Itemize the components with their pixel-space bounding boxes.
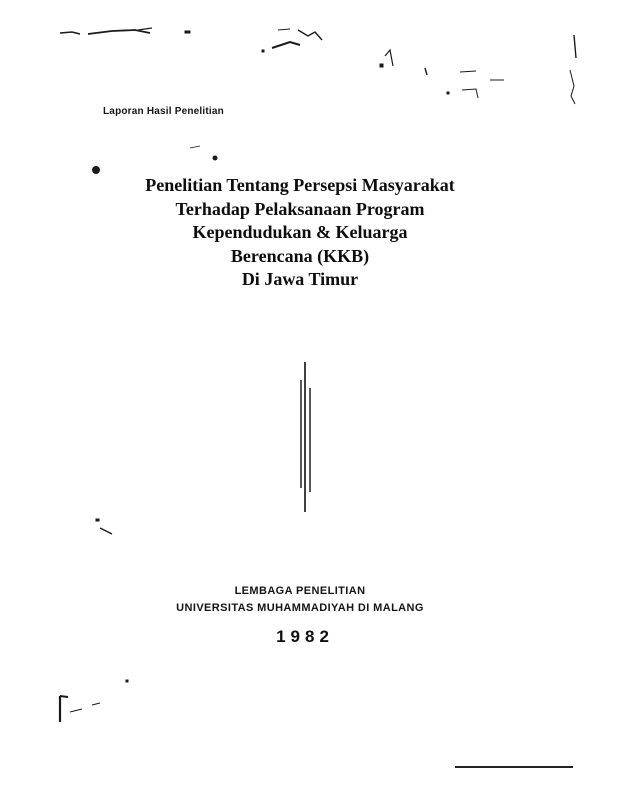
institution-line-2: UNIVERSITAS MUHAMMADIYAH DI MALANG: [176, 602, 424, 614]
title-line-1: Penelitian Tentang Persepsi Masyarakat: [145, 175, 455, 195]
title-line-3: Kependudukan & Keluarga: [192, 222, 408, 242]
title-line-2: Terhadap Pelaksanaan Program: [175, 198, 425, 219]
title-line-4: Berencana (KKB): [230, 245, 370, 266]
bottom-rule: [455, 766, 573, 768]
title-line-5: Di Jawa Timur: [241, 269, 359, 289]
institution-line-1: LEMBAGA PENELITIAN: [234, 585, 366, 597]
binding-mark: [296, 362, 320, 514]
institution-block: [140, 583, 460, 617]
publication-year: 1982: [276, 627, 334, 646]
report-label: Laporan Hasil Penelitian: [103, 106, 224, 117]
document-title: [120, 174, 480, 292]
